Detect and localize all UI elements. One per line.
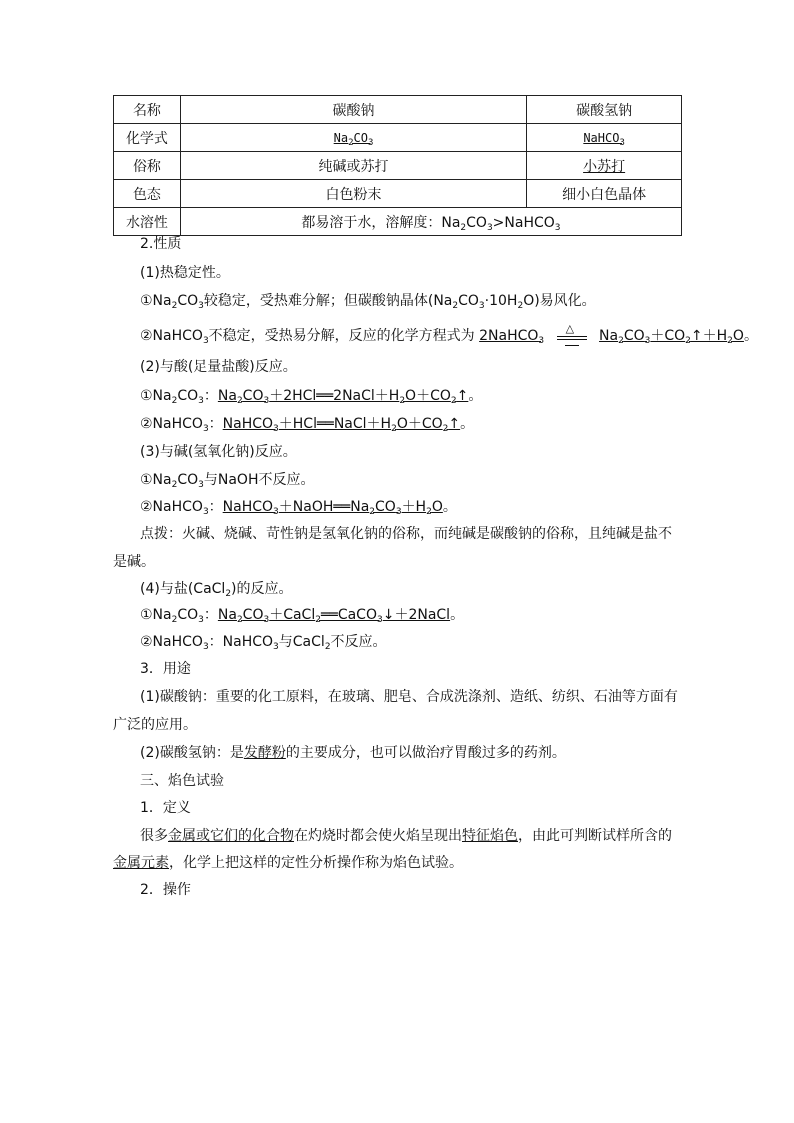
- paragraph: ②NaHCO$_3$：$NaHCO_3+NaOH══Na_2CO_3+H_2O$。: [140, 499, 457, 517]
- section-title: 1．定义: [140, 800, 191, 816]
- subsection-title: (2)与酸(足量盐酸)反应。: [140, 359, 297, 375]
- equation-left: 2NaHCO$_3$: [479, 328, 545, 346]
- table-cell: 纯碱或苏打: [180, 152, 526, 180]
- table-header: 名称: [114, 96, 181, 124]
- underlined-answer: 金属元素: [113, 855, 169, 871]
- paragraph-text: ，由此可判断试样所含的: [518, 828, 672, 844]
- tip-text: 是碱。: [113, 554, 155, 570]
- subsection-title: (3)与碱(氢氧化钠)反应。: [140, 444, 297, 460]
- solubility-cell: 都易溶于水，溶解度：$Na_2CO_3>NaHCO_3$: [180, 208, 681, 236]
- table-row: [114, 124, 682, 152]
- paragraph: [113, 853, 463, 873]
- properties-table: [113, 95, 682, 236]
- heat-equals-sign: [555, 322, 589, 346]
- table-row-label: 俗称: [114, 152, 181, 180]
- subsection-title: (1)热稳定性。: [140, 265, 230, 281]
- triangle-icon: △: [565, 322, 575, 335]
- table-cell: 白色粉末: [180, 180, 526, 208]
- formula-na2co3: $Na_2CO_3$: [333, 130, 374, 148]
- paragraph: ②NaHCO$_3$不稳定，受热易分解，反应的化学方程式为 2NaHCO$_3$ △ $Na_2CO_3+CO_2↑+H_2O$。: [140, 326, 758, 346]
- table-row: [114, 208, 682, 236]
- paragraph-text: 的主要成分，也可以做治疗胃酸过多的药剂。: [285, 745, 566, 761]
- equation: $NaHCO_3+NaOH══Na_2CO_3+H_2O$: [222, 499, 443, 517]
- paragraph: (1)碳酸钠：重要的化工原料，在玻璃、肥皂、合成洗涤剂、造纸、纺织、石油等方面有: [140, 689, 678, 705]
- equation: $Na_2CO_3+2HCl══2NaCl+H_2O+CO_2↑$: [217, 388, 469, 406]
- equation: $NaHCO_3+HCl══NaCl+H_2O+CO_2↑$: [222, 416, 461, 434]
- table-row: [114, 180, 682, 208]
- table-header: 碳酸氢钠: [527, 96, 682, 124]
- section-heading: 三、焰色试验: [140, 773, 224, 789]
- paragraph-text: $①Na_2CO_3$：: [140, 607, 218, 625]
- paragraph: [140, 826, 672, 846]
- paragraph: $①Na_2CO_3$与NaOH不反应。: [140, 472, 315, 490]
- paragraph: ②NaHCO$_3$：NaHCO$_3$与CaCl$_2$不反应。: [140, 634, 387, 652]
- paragraph-text: $①Na_2CO_3$：: [140, 388, 218, 406]
- paragraph-text: ②NaHCO$_3$：: [140, 499, 223, 517]
- paragraph-text: ，化学上把这样的定性分析操作称为焰色试验。: [169, 855, 463, 871]
- table-header: 碳酸钠: [180, 96, 526, 124]
- underlined-answer: 金属或它们的化合物: [168, 828, 294, 844]
- section-title: 2．操作: [140, 882, 191, 898]
- paragraph-text: 很多: [140, 828, 168, 844]
- table-header-row: [114, 96, 682, 124]
- paragraph: 广泛的应用。: [113, 717, 197, 733]
- underlined-answer: 发酵粉: [243, 745, 286, 761]
- table-row-label: 色态: [114, 180, 181, 208]
- paragraph: $①Na_2CO_3$：$Na_2CO_3+CaCl_2══CaCO_3↓+2NaCl$。: [140, 607, 465, 625]
- underlined-answer: 特征焰色: [462, 828, 518, 844]
- tip-text: 点拨：火碱、烧碱、苛性钠是氢氧化钠的俗称，而纯碱是碳酸钠的俗称，且纯碱是盐不: [140, 526, 672, 542]
- paragraph: [140, 743, 566, 763]
- paragraph-text: ②NaHCO$_3$不稳定，受热易分解，反应的化学方程式为: [140, 328, 475, 346]
- paragraph-text: 在灼烧时都会使火焰呈现出: [294, 828, 462, 844]
- subsection-title: (4)与盐(CaCl$_2$)的反应。: [140, 581, 293, 599]
- paragraph: $①Na_2CO_3$：$Na_2CO_3+2HCl══2NaCl+H_2O+CO_2↑$。: [140, 388, 483, 406]
- table-row-label: 水溶性: [114, 208, 181, 236]
- paragraph-text: (2)碳酸氢钠：是: [140, 745, 244, 761]
- paragraph-text: ②NaHCO$_3$：: [140, 416, 223, 434]
- section-title: 2.性质: [140, 236, 182, 252]
- section-title: 3．用途: [140, 661, 191, 677]
- formula-nahco3: NaHCO$_3$: [583, 130, 625, 148]
- paragraph: ②NaHCO$_3$：$NaHCO_3+HCl══NaCl+H_2O+CO_2↑$。: [140, 416, 475, 434]
- table-row: [114, 152, 682, 180]
- table-cell: 小苏打: [583, 158, 626, 175]
- table-row-label: 化学式: [114, 124, 181, 152]
- equation-right: $Na_2CO_3+CO_2↑+H_2O$: [599, 328, 744, 346]
- paragraph: $①Na_2CO_3$较稳定，受热难分解；但碳酸钠晶体$(Na_2CO_3\cdot 10H_2O)$易风化。: [140, 293, 596, 311]
- table-cell: 细小白色晶体: [527, 180, 682, 208]
- equation: $Na_2CO_3+CaCl_2══CaCO_3↓+2NaCl$: [217, 607, 451, 625]
